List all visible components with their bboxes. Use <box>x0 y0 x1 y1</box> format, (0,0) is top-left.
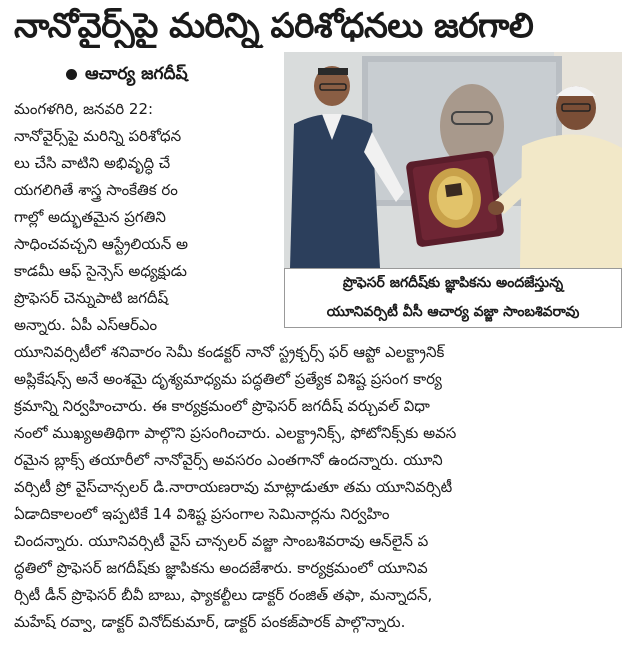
article-line: క్రమాన్ని నిర్వహించారు. ఈ కార్యక్రమంలో ప్రొఫెసర్ జగదీష్ వర్చువల్ విధా <box>14 397 430 415</box>
article-line: మహేష్ రవ్వా, డాక్టర్ వినోద్‌కుమార్, డాక్టర్ పంకజ్‌పారక్ పాల్గొన్నారు. <box>14 613 406 631</box>
news-photo-illustration <box>284 52 622 268</box>
article-line: యగలిగితే శాస్త్ర సాంకేతిక రం <box>14 181 178 199</box>
photo-caption <box>284 268 622 328</box>
headline: నానోవైర్స్‌పై మరిన్ని పరిశోధనలు జరగాలి <box>14 6 534 46</box>
article-line: నానోవైర్స్‌పై మరిన్ని పరిశోధన <box>14 127 182 145</box>
article-line: మంగళగిరి, జనవరి 22: <box>14 100 154 118</box>
article-line: ర్సిటీ డీన్ ప్రొఫెసర్ బీవీ బాబు, ఫ్యాకల్టీలు డాక్టర్ రంజిత్ తఫా, మన్నాదన్, <box>14 586 433 604</box>
article-line: వర్సిటీ ప్రో వైస్‌చాన్సలర్ డి.నారాయణరావు మాట్లాడుతూ తమ యూనివర్సిటీ <box>14 478 453 496</box>
article-line: సాధించవచ్చని ఆస్ట్రేలియన్ అ <box>14 235 189 253</box>
article-line: కాడమీ ఆఫ్ సైన్సెస్ అధ్యక్షుడు <box>14 262 187 280</box>
article-line: అన్నారు. ఏపీ ఎస్‌ఆర్‌ఎం <box>14 316 158 334</box>
article-line: ప్రొఫెసర్ చెన్నుపాటి జగదీష్ <box>14 289 169 307</box>
news-photo <box>284 52 622 268</box>
article-line: గాల్లో అద్భుతమైన ప్రగతిని <box>14 208 166 226</box>
byline <box>66 62 188 86</box>
bullet-icon <box>66 69 77 80</box>
article-line: లు చేసి వాటిని అభివృద్ధి చే <box>14 154 171 172</box>
caption-line: యూనివర్సిటీ వీసీ ఆచార్య వజ్జా సాంబశివరావు <box>326 304 580 320</box>
article-line: నంలో ముఖ్యఅతిథిగా పాల్గొని ప్రసంగించారు. ఎలక్ట్రానిక్స్, ఫోటోనిక్స్‌కు అవస <box>14 424 457 442</box>
article-line: అప్లికేషన్స్ అనే అంశమై దృశ్యమాధ్యమ పద్ధతిలో ప్రత్యేక విశిష్ట ప్రసంగ కార్య <box>14 370 442 388</box>
caption-line: ప్రొఫెసర్ జగదీష్‌కు జ్ఞాపికను అందజేస్తున్న <box>342 275 564 291</box>
article-column-top <box>14 96 270 339</box>
article-line: చిందన్నారు. యూనివర్సిటీ వైస్ చాన్సలర్ వజ్జా సాంబశివరావు ఆన్‌లైన్ ప <box>14 532 429 550</box>
article-line: ఏడాదికాలంలో ఇప్పటికే 14 విశిష్ట ప్రసంగాల సెమినార్లను నిర్వహిం <box>14 505 390 523</box>
byline-author: ఆచార్య జగదీష్ <box>85 64 188 84</box>
article-line: రమైన బ్లాక్స్ తయారీలో నానోవైర్స్ అవసరం ఎంతగానో ఉందన్నారు. యూని <box>14 451 443 469</box>
article-column-bottom <box>14 339 626 636</box>
article-line: యూనివర్సిటీలో శనివారం సెమీ కండక్టర్ నానో స్ట్రక్చర్స్ ఫర్ ఆప్టో ఎలక్ట్రానిక్ <box>14 343 445 361</box>
article-line: ద్ధతిలో ప్రొఫెసర్ జగదీష్‌కు జ్ఞాపికను అందజేశారు. కార్యక్రమంలో యూనివ <box>14 559 428 577</box>
